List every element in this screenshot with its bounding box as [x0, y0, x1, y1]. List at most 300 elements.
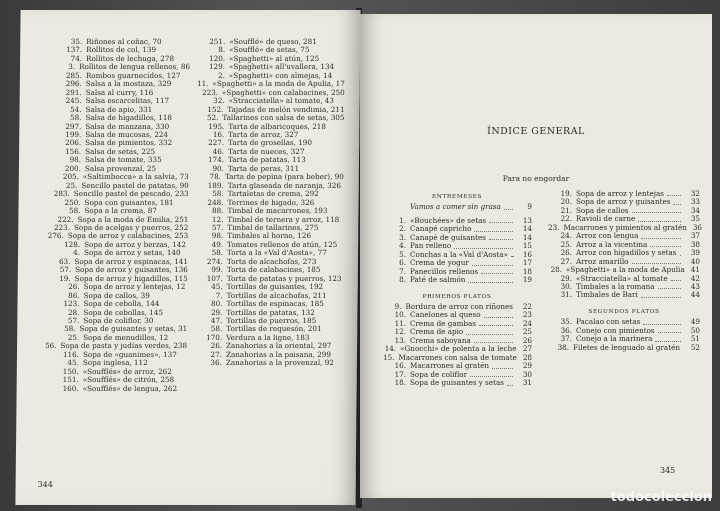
entry-page: 52 — [690, 342, 700, 352]
recipe-title: Salsa de setas, 225 — [85, 146, 156, 156]
recipe-title: Sopa a la moda de Emilia, 251 — [77, 214, 189, 224]
recipe-number: 57. — [59, 265, 72, 275]
recipe-title: Tarta de grosellas, 190 — [228, 138, 312, 148]
entry-page: 18 — [522, 266, 532, 276]
entry-page: 24 — [522, 318, 532, 328]
entry-page: 32 — [690, 189, 700, 198]
entry-title: Crema de yogur — [410, 258, 469, 268]
recipe-number: 151. — [62, 375, 79, 385]
recipe-title: «Soufflés» de arroz, 262 — [82, 366, 172, 376]
leader-dots — [667, 190, 681, 196]
entry-title: Canapé de guisantes — [410, 232, 486, 242]
entry-number: 25. — [560, 239, 572, 249]
recipe-number: 170. — [206, 332, 223, 342]
recipe-title: «Stracciatella» al tomate, 43 — [228, 96, 335, 106]
contents-column-2 — [548, 190, 700, 352]
recipe-number: 11. — [196, 79, 209, 89]
recipe-number: 63. — [58, 256, 71, 266]
recipe-number: 58. — [64, 324, 76, 334]
entry-number: 7. — [399, 266, 406, 276]
leader-dots — [671, 275, 681, 281]
leader-dots — [655, 335, 681, 341]
entry-page: 30 — [522, 369, 532, 379]
recipe-number: 276. — [47, 231, 64, 241]
recipe-title: Zanahorias a la oriental, 297 — [226, 341, 332, 351]
recipe-number: 195. — [208, 121, 225, 131]
leader-dots — [466, 328, 513, 334]
entry-page: 36 — [692, 222, 702, 232]
contents-column-1 — [382, 190, 532, 388]
entry-page: 50 — [690, 325, 700, 335]
page-number-right: 345 — [660, 466, 676, 475]
recipe-title: Salsa de higadillos, 118 — [85, 113, 173, 123]
entry-page: 49 — [690, 317, 700, 327]
entry-page: 27 — [522, 344, 532, 354]
entry-page: 28 — [522, 352, 532, 362]
entry-number: 37. — [560, 334, 572, 344]
entry-title: Canelones al queso — [410, 310, 481, 320]
recipe-number: 248. — [207, 197, 224, 207]
leader-dots — [673, 198, 681, 204]
watermark-logo: todocoleccion — [610, 490, 712, 505]
entry-number: 38. — [557, 342, 570, 352]
recipe-title: «Spaghetti» al atún, 125 — [229, 53, 320, 63]
recipe-number: 28. — [67, 307, 80, 317]
entry-number: 3. — [399, 232, 406, 242]
recipe-number: 56. — [45, 341, 57, 351]
leader-dots — [489, 234, 513, 240]
contents-entry — [548, 344, 700, 352]
leader-dots — [658, 327, 681, 333]
recipe-title: Terrines de higado, 326 — [227, 197, 315, 207]
recipe-number: 120. — [209, 53, 226, 63]
entry-number: 29. — [560, 273, 572, 283]
recipe-title: Sopa de menudillos, 12 — [83, 332, 169, 342]
recipe-number: 4. — [73, 248, 81, 258]
recipe-number: 12. — [211, 214, 224, 224]
recipe-number: 222. — [57, 214, 74, 224]
recipe-title: Sopa con guisantes, 181 — [84, 197, 174, 207]
recipe-title: Sopa de arroz y lentejas, 12 — [83, 282, 186, 292]
entry-number: 17. — [394, 369, 406, 379]
entry-page: 25 — [522, 327, 532, 337]
leader-dots — [641, 291, 681, 297]
entry-page: 26 — [522, 335, 532, 345]
entry-number: 5. — [399, 249, 406, 259]
recipe-title: «Spaghetti» con almejas, 14 — [228, 70, 333, 80]
recipe-number: 88. — [212, 206, 224, 216]
recipe-number: 150. — [62, 366, 79, 376]
index-entry — [37, 385, 187, 393]
entry-title: Sopa de arroz y lentejas — [576, 189, 664, 198]
entry-title: Sopa de guisantes y setas — [410, 378, 504, 388]
leader-dots — [511, 251, 513, 257]
entry-title: «Stracciatella» al tomate — [576, 273, 668, 283]
recipe-number: 47. — [210, 315, 223, 325]
entry-number: 12. — [394, 327, 406, 337]
recipe-number: 98. — [211, 231, 224, 241]
entry-title: Arroz con higadillos y setas — [576, 248, 677, 258]
entry-title: Paté de salmón — [410, 275, 466, 285]
recipe-title: Tortillas de guisantes, 192 — [226, 282, 324, 292]
recipe-title: Tortillas de alcachofas, 211 — [226, 290, 327, 300]
recipe-number: 25. — [65, 180, 78, 190]
entry-title: Pacalao con setas — [576, 317, 641, 327]
recipe-title: Sopa de arroz y guisantes, 136 — [75, 265, 188, 275]
recipe-number: 160. — [62, 383, 79, 393]
recipe-number: 156. — [65, 146, 82, 156]
leader-dots — [479, 320, 513, 326]
recipe-title: Sopa inglesa, 112 — [82, 358, 148, 368]
entry-title: Timbales a la romana — [576, 281, 655, 291]
leader-dots — [658, 283, 681, 289]
recipe-number: 58. — [69, 206, 81, 216]
entry-number: 22. — [560, 214, 572, 224]
recipe-title: Torta de calabacines, 185 — [226, 265, 321, 275]
entry-number: 24. — [560, 231, 572, 241]
entry-page: 43 — [690, 281, 700, 291]
recipe-title: Tortillas de requesón, 201 — [226, 324, 322, 334]
recipe-number: 107. — [206, 273, 223, 283]
recipe-number: 291. — [65, 87, 82, 97]
recipe-number: 36. — [210, 358, 222, 368]
leader-dots — [489, 217, 513, 223]
recipe-title: «Saltimbocca» a la salvia, 73 — [82, 172, 189, 182]
leader-dots — [507, 379, 513, 385]
entry-page: 14 — [522, 224, 532, 234]
recipe-title: Tarta glaseada de naranja, 326 — [227, 180, 342, 190]
contents-entry — [382, 379, 532, 387]
leader-dots — [638, 215, 681, 221]
entry-title: «Bouchées» de setas — [410, 215, 487, 225]
recipe-title: Salsa al curry, 116 — [85, 87, 154, 97]
entry-number: 11. — [394, 318, 406, 328]
entry-number: 9. — [394, 301, 402, 311]
intro-page: 9 — [527, 202, 532, 212]
recipe-title: Timbales al horno, 126 — [227, 231, 312, 241]
recipe-number: 206. — [65, 138, 82, 148]
section-subtitle: Para no engordar — [502, 174, 570, 183]
recipe-title: Sopa de acelgas y puerros, 252 — [73, 222, 189, 232]
recipe-number: 26. — [210, 341, 223, 351]
recipe-number: 54. — [70, 104, 82, 114]
recipe-number: 174. — [207, 155, 225, 165]
recipe-title: Tortillas de patatas, 132 — [226, 307, 315, 317]
entry-title: Macarrones al gratén — [410, 361, 489, 371]
entry-number: 35. — [560, 317, 572, 327]
recipe-number: 223. — [201, 87, 219, 97]
recipe-number: 29. — [210, 307, 223, 317]
recipe-number: 57. — [211, 222, 224, 232]
recipe-number: 223. — [53, 222, 71, 232]
recipe-title: Tomates rellenos de atún, 125 — [227, 239, 338, 249]
recipe-title: Tortillas de espinacas, 185 — [226, 299, 324, 309]
entry-number: 16. — [394, 361, 406, 371]
recipe-number: 200. — [64, 163, 81, 173]
entry-number: 30. — [560, 281, 572, 291]
leader-dots — [641, 232, 681, 238]
section-heading-segundos: SEGUNDOS PLATOS — [588, 308, 660, 315]
recipe-number: 137. — [66, 45, 83, 55]
recipe-title: Rombos guarnecidos, 127 — [85, 70, 181, 80]
recipe-number: 8. — [218, 45, 226, 55]
recipe-title: Timbal de tallarines, 275 — [227, 222, 319, 232]
recipe-title: Tarta de pepina (para beber), 90 — [224, 172, 344, 182]
entry-page: 19 — [522, 275, 532, 285]
recipe-number: 3. — [68, 62, 76, 72]
recipe-title: Tortillas de puerros, 185 — [226, 315, 317, 325]
recipe-title: Sopa de cebollas, 145 — [83, 307, 164, 317]
recipe-number: 297. — [65, 121, 82, 131]
recipe-title: Timbal de ternera y arroz, 118 — [227, 214, 340, 224]
entry-page: 37 — [690, 231, 700, 241]
recipe-number: 99. — [211, 265, 223, 275]
leader-dots — [454, 242, 513, 248]
recipe-title: Tartaletas de crema, 292 — [227, 189, 319, 199]
entry-page: 15 — [522, 241, 532, 251]
entry-page: 34 — [690, 205, 700, 215]
recipe-number: 128. — [64, 239, 81, 249]
recipe-number: 26. — [68, 282, 80, 292]
recipe-title: Sencillo pastel de patatas, 90 — [81, 180, 189, 190]
recipe-number: 80. — [211, 299, 223, 309]
entry-title: Sopa de coliflor — [410, 369, 468, 379]
recipe-number: 2. — [218, 70, 225, 80]
recipe-title: Riñones al coñac, 70 — [86, 37, 162, 46]
entry-page: 17 — [522, 258, 532, 268]
entry-number: 20. — [560, 197, 572, 207]
entry-title: Arroz amarillo — [576, 256, 629, 266]
entry-title: Crema de apio — [410, 327, 464, 337]
leader-dots — [643, 318, 681, 324]
recipe-number: 16. — [212, 129, 225, 139]
entry-number: 28. — [550, 265, 562, 275]
recipe-number: 58. — [212, 189, 224, 199]
recipe-title: Sopa de arroz y espinacas, 141 — [74, 256, 189, 266]
entry-number: 19. — [560, 189, 572, 198]
recipe-title: «Soufflés» de citrón, 258 — [82, 375, 175, 385]
leader-dots — [484, 311, 513, 317]
recipe-title: Zanahorias a la paisana, 299 — [225, 349, 331, 359]
recipe-title: Salsa provenzal, 25 — [84, 163, 157, 173]
entry-title: Arroz con lengua — [576, 231, 639, 241]
recipe-title: Torta a la «Val d'Aosta», 77 — [227, 248, 327, 258]
recipe-title: «Spaghetti» a la moda de Apulia, 17 — [212, 79, 345, 89]
recipe-number: 123. — [63, 299, 80, 309]
contents-intro-row — [382, 203, 532, 211]
recipe-number: 35. — [70, 37, 83, 46]
entry-page: 35 — [690, 214, 700, 224]
page-title: ÍNDICE GENERAL — [487, 126, 585, 137]
leader-dots — [472, 259, 513, 265]
recipe-title: «Spaghetti» all'uvallera, 134 — [228, 62, 335, 72]
leader-dots — [632, 258, 681, 264]
entry-page: 44 — [690, 290, 700, 300]
recipe-title: Tarta de arroz, 327 — [228, 129, 299, 139]
recipe-number: 19. — [59, 273, 71, 283]
recipe-title: Tarta de patatas, 113 — [227, 155, 306, 165]
recipe-title: Salsa de apio, 331 — [85, 104, 153, 114]
entry-number: 1. — [399, 215, 406, 225]
recipe-title: Timbal de macarrones, 193 — [227, 206, 328, 216]
entry-title: Crema saboyana — [410, 335, 471, 345]
recipe-title: Sopa de guisantes y setas, 31 — [79, 324, 188, 334]
leader-dots — [492, 362, 513, 368]
recipe-number: 45. — [211, 282, 223, 292]
recipe-title: Zanahorias a la provenzal, 92 — [225, 358, 334, 368]
leader-dots — [474, 225, 513, 231]
entry-number: 8. — [399, 275, 406, 285]
entry-number: 18. — [394, 378, 406, 388]
index-column-2 — [192, 38, 345, 368]
recipe-number: 283. — [53, 189, 70, 199]
recipe-title: Sopa de arroz y higadillos, 115 — [74, 273, 188, 283]
recipe-number: 52. — [206, 113, 219, 123]
entry-page: 29 — [522, 361, 532, 371]
entry-title: Panecillos rellenos — [410, 266, 479, 276]
recipe-number: 58. — [69, 113, 82, 123]
entry-number: 13. — [394, 335, 406, 345]
left-page — [15, 10, 360, 505]
recipe-number: 227. — [208, 138, 225, 148]
leader-dots — [481, 268, 513, 274]
recipe-number: 205. — [62, 172, 79, 182]
recipe-number: 57. — [67, 315, 80, 325]
recipe-title: «Soufflés» de lengua, 262 — [82, 383, 178, 393]
entry-page: 31 — [522, 378, 532, 388]
entry-number: 23. — [548, 222, 560, 232]
entry-page: 40 — [690, 256, 700, 266]
recipe-title: Salsa escarcelitas, 117 — [85, 96, 170, 106]
recipe-number: 32. — [213, 96, 225, 106]
page-number-left: 344 — [37, 480, 53, 489]
recipe-title: Sopa de arroz y berzas, 142 — [84, 239, 186, 249]
recipe-title: Torta de patatas y puerros, 123 — [226, 273, 342, 283]
recipe-title: Tarta de nueces, 327 — [228, 146, 305, 156]
recipe-number: 86. — [68, 290, 80, 300]
recipe-number: 152. — [207, 104, 224, 114]
recipe-title: Verdura a la ligne, 183 — [226, 332, 310, 342]
entry-number: 36. — [560, 325, 572, 335]
recipe-title: Salsa de manzana, 330 — [85, 121, 170, 131]
recipe-title: Tallarines con salsa de setas, 305 — [222, 113, 345, 123]
entry-page: 22 — [522, 301, 532, 311]
entry-title: Macarrones y pimientos al gratén — [563, 222, 687, 232]
recipe-number: 245. — [65, 96, 82, 106]
section-heading-primeros: PRIMEROS PLATOS — [422, 293, 492, 300]
recipe-title: «Soufflé» de queso, 281 — [229, 37, 317, 46]
entry-page: 13 — [522, 215, 532, 225]
recipe-title: Torta de alcachofas, 273 — [226, 256, 317, 266]
recipe-title: Salsa de pimientos, 332 — [85, 138, 173, 148]
entry-number: 21. — [560, 205, 572, 215]
recipe-number: 58. — [211, 248, 224, 258]
entry-page: 38 — [690, 239, 700, 249]
entry-title: Conchas a la «Val d'Aosta» — [410, 249, 508, 259]
recipe-number: 25. — [67, 332, 80, 342]
intro-label: Vamos a comer sin grasa — [410, 202, 501, 212]
entry-page: 39 — [690, 248, 700, 258]
recipe-title: Salsa a la mostaza, 329 — [85, 79, 172, 89]
entry-title: Filetes de lenguado al gratén — [573, 342, 680, 352]
recipe-title: Sopa de «guanimes», 137 — [82, 349, 177, 359]
recipe-number: 285. — [65, 70, 82, 80]
recipe-number: 27. — [210, 349, 223, 359]
recipe-number: 189. — [207, 180, 224, 190]
entry-number: 31. — [560, 290, 572, 300]
entry-number: 15. — [383, 352, 395, 362]
entry-number: 2. — [399, 224, 406, 234]
recipe-title: Rollitos de lengua rellenos, 86 — [79, 62, 191, 72]
entry-title: Arroz a la vicentina — [576, 239, 648, 249]
entry-number: 6. — [399, 258, 406, 268]
entry-number: 4. — [399, 241, 406, 251]
contents-entry — [382, 276, 532, 284]
leader-dots — [468, 276, 513, 282]
entry-title: Ravioli de carne — [576, 214, 636, 224]
entry-title: Crema de gambas — [410, 318, 476, 328]
recipe-number: 274. — [206, 256, 224, 266]
recipe-number: 74. — [70, 53, 83, 63]
entry-title: «Spaghetti» a la moda de Apulia — [566, 265, 685, 275]
entry-number: 26. — [560, 248, 572, 258]
entry-title: Timbales de Bari — [576, 290, 638, 300]
entry-page: 23 — [522, 310, 532, 320]
recipe-number: 98. — [69, 155, 82, 165]
recipe-number: 116. — [62, 349, 80, 359]
entry-page: 41 — [690, 265, 700, 275]
recipe-title: Sopa de arroz y calabacines, 253 — [67, 231, 189, 241]
index-column-1 — [37, 38, 191, 393]
entry-title: Conejo con pimientos — [576, 325, 655, 335]
entry-title: Bordura de arroz con riñones — [405, 301, 513, 311]
entry-title: «Gnocchi» de polenta a la leche — [400, 344, 517, 354]
entry-page: 33 — [690, 197, 700, 207]
leader-dots — [632, 207, 682, 213]
entry-number: 27. — [560, 256, 572, 266]
entry-title: Macarrones con salsa de tomate — [398, 352, 517, 362]
entry-page: 51 — [690, 334, 700, 344]
entry-title: Pan relleno — [410, 241, 452, 251]
recipe-title: Sopa de cebolla, 144 — [83, 299, 160, 309]
entry-title: Conejo a la marinera — [576, 334, 653, 344]
recipe-number: 45. — [67, 358, 79, 368]
recipe-number: 58. — [210, 324, 223, 334]
recipe-title: Salsa de mucosas, 224 — [85, 129, 168, 139]
recipe-title: Salsa de tomate, 335 — [84, 155, 162, 165]
leader-dots — [680, 249, 682, 255]
recipe-title: Sencillo pastel de pescado, 233 — [73, 189, 189, 199]
recipe-title: Sopa a la crema, 87 — [84, 206, 157, 216]
entry-title: Sopa de arroz y guisantes — [576, 197, 671, 207]
recipe-title: Rollitos de col, 139 — [86, 45, 157, 55]
recipe-title: «Spaghetti» con calabacines, 250 — [221, 87, 345, 97]
index-entry — [192, 359, 342, 367]
leader-dots — [474, 337, 513, 343]
recipe-title: Sopa de arroz y setas, 140 — [84, 248, 181, 258]
recipe-title: Tarta de peras, 311 — [227, 163, 300, 173]
entry-title: Canapé capricho — [410, 224, 472, 234]
leader-dots — [650, 241, 681, 247]
recipe-title: «Soufflé» de setas, 75 — [229, 45, 310, 55]
recipe-number: 7. — [215, 290, 223, 300]
recipe-title: Tarta de albaricoques, 218 — [228, 121, 327, 131]
recipe-number: 296. — [65, 79, 82, 89]
recipe-number: 49. — [211, 239, 224, 249]
recipe-title: Sopa de coliflor, 30 — [83, 315, 154, 325]
entry-page: 16 — [522, 249, 532, 259]
leader-dots — [470, 371, 513, 377]
